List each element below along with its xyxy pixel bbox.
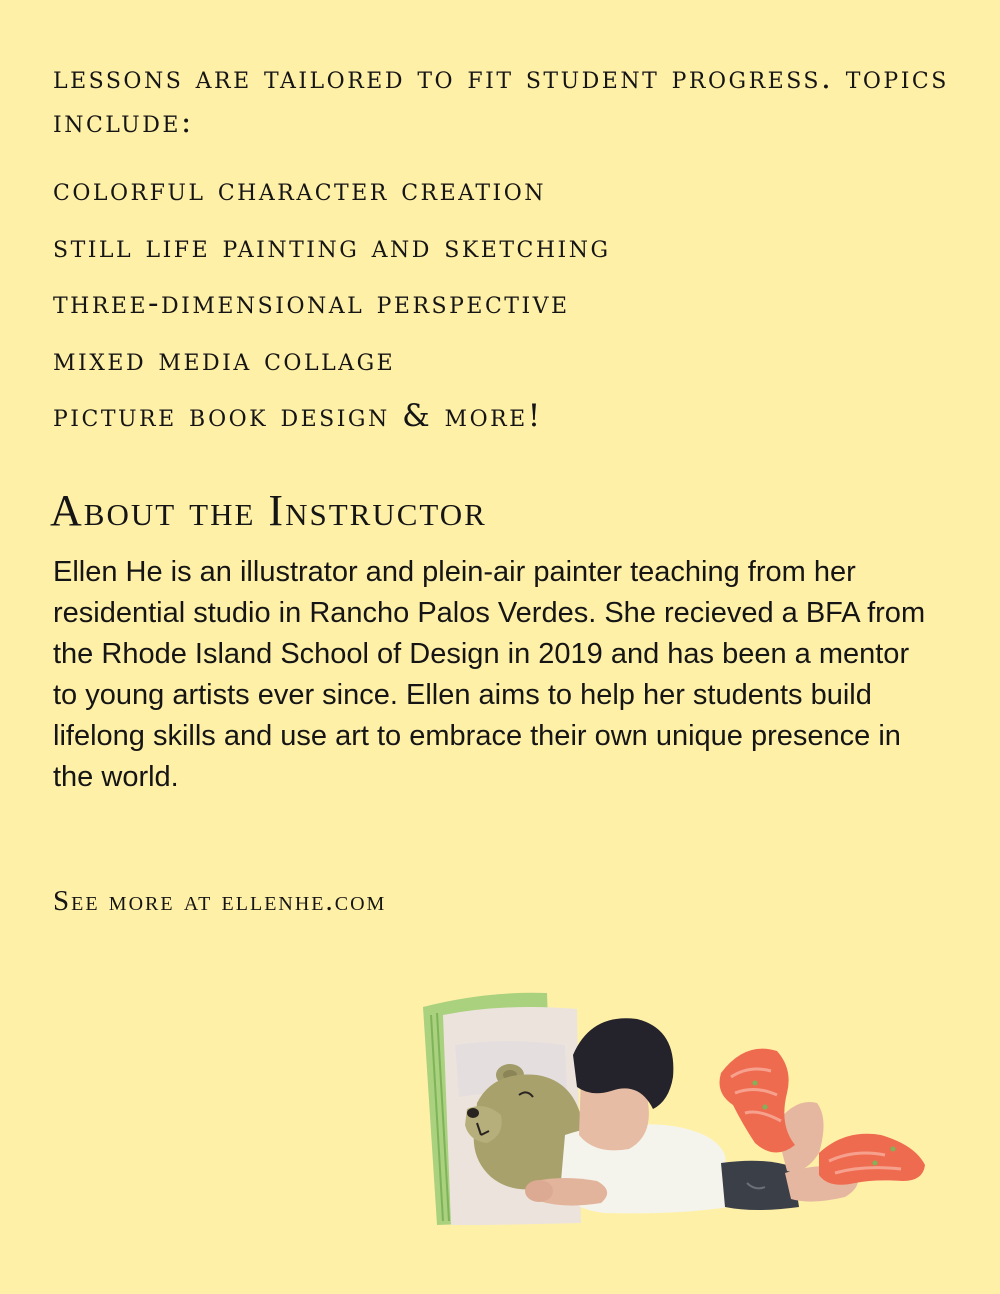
intro-text: lessons are tailored to fit student progress. topics include: bbox=[53, 60, 949, 140]
topic-item: three-dimensional perspective bbox=[53, 285, 570, 321]
sock-dot bbox=[753, 1081, 758, 1086]
sock-dot bbox=[873, 1161, 878, 1166]
topic-item: picture book design & more! bbox=[53, 398, 543, 434]
child-reading-book-illustration bbox=[415, 985, 935, 1235]
website-link-text: See more at ellenhe.com bbox=[53, 885, 387, 917]
instructor-bio: Ellen He is an illustrator and plein-air painter teaching from her residential studio in Rancho Palos Verdes. She recieved a BFA from the Rhode Island School of Design in 2019 and has been a mentor to young artists ever since. Ellen aims to help her students build lifelong skills and use art to embrace their own unique presence in the world. bbox=[53, 556, 926, 793]
topic-item: colorful character creation bbox=[53, 172, 546, 208]
topics-list bbox=[53, 162, 611, 445]
topic-item: mixed media collage bbox=[53, 341, 396, 378]
sock-dot bbox=[763, 1105, 768, 1110]
sock-dot bbox=[891, 1147, 896, 1152]
child-hand bbox=[525, 1180, 553, 1202]
topic-item: still life painting and sketching bbox=[53, 228, 611, 265]
sock-upper bbox=[720, 1049, 796, 1153]
about-heading: About the Instructor bbox=[50, 486, 487, 535]
bear-nose bbox=[467, 1108, 479, 1118]
